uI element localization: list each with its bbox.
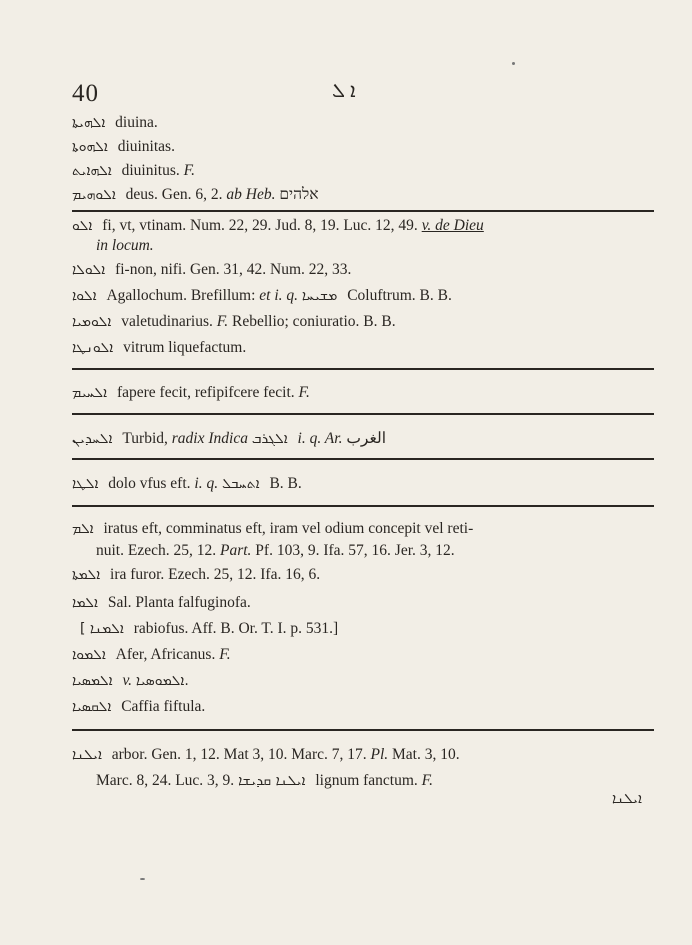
entry-line	[72, 697, 205, 717]
entry-italic: Pl.	[370, 746, 389, 763]
entry-continuation: in locum.	[96, 237, 154, 254]
continuation-text: Marc. 8, 24. Luc. 3, 9.	[96, 772, 235, 789]
continuation-italic: Part.	[219, 542, 252, 559]
continuation-text: nuit. Ezech. 25, 12.	[96, 542, 217, 559]
continuation-italic: F.	[421, 772, 434, 789]
entry-gloss: Caffia fiftula.	[121, 698, 206, 715]
catchword: ܐܝܠܢܐ	[612, 791, 642, 807]
entry-gloss: diuina.	[115, 114, 158, 131]
syriac-headword: ܐܠܘܐ	[72, 288, 97, 304]
entry-continuation	[96, 771, 433, 791]
entry-tail: Rebellio; coniuratio. B. B.	[231, 313, 396, 330]
entry-gloss: fi, vt, vtinam. Num. 22, 29. Jud. 8, 19. Luc. 12, 49.	[102, 217, 418, 234]
syriac-headword: ܐܠܩܣܝܐ	[72, 699, 112, 715]
entry-gloss: valetudinarius.	[121, 313, 213, 330]
entry-gloss: ira furor. Ezech. 25, 12. Ifa. 16, 6.	[110, 566, 321, 583]
entry-italic: v. de Dieu	[421, 217, 484, 234]
entry-tail: B. B.	[269, 475, 302, 492]
entry-tail: Mat. 3, 10.	[392, 746, 460, 763]
syriac-headword: ܐܠܘܡܝܐ	[72, 314, 112, 330]
entry-line	[72, 593, 251, 613]
entry-gloss: Turbid,	[122, 430, 168, 447]
syriac-headword: ܐܠܛܐ	[72, 476, 99, 492]
entry-gloss: Afer, Africanus.	[115, 646, 216, 663]
entry-line	[72, 312, 396, 332]
continuation-tail: lignum fanctum.	[315, 772, 418, 789]
entry-gloss: dolo vfus eft.	[108, 475, 191, 492]
syriac-headword: ܐܠܘܗܝܡ	[72, 187, 116, 203]
entry-gloss: vitrum liquefactum.	[123, 339, 247, 356]
syriac-headword: ܐܠܡܘܐ	[72, 647, 106, 663]
syriac-headword: ܐܠܚܕܝܢ	[72, 431, 113, 447]
entry-gloss: fi-non, nifi. Gen. 31, 42. Num. 22, 33.	[115, 261, 352, 278]
divider	[72, 729, 654, 731]
paper-speck	[140, 878, 145, 880]
entry-italic: radix Indica	[171, 430, 248, 447]
page-number: 40	[72, 80, 99, 107]
entry-line	[72, 260, 351, 280]
entry-italic: F.	[216, 313, 229, 330]
entry-gloss: arbor. Gen. 1, 12. Mat 3, 10. Marc. 7, 17.	[111, 746, 367, 763]
entry-gloss: rabiofus. Aff. B. Or. T. I. p. 531.]	[133, 620, 339, 637]
entry-italic: et i. q.	[259, 287, 299, 304]
syriac-headword: [ ܐܠܡܢܐ	[80, 621, 124, 637]
syriac-headword: ܐܠܡܣܝܐ	[72, 673, 113, 689]
entry-line	[72, 161, 195, 181]
entry-continuation	[96, 541, 455, 561]
entry-italic-tail: i. q. Ar.	[297, 430, 343, 447]
entry-line	[72, 474, 302, 494]
entry-line	[72, 565, 320, 585]
entry-line	[72, 645, 231, 665]
divider	[72, 368, 654, 370]
entry-line	[72, 383, 310, 403]
divider	[72, 458, 654, 460]
syriac-word: ܐܠܡܘܣܝܐ.	[135, 673, 189, 689]
entry-line	[72, 185, 319, 205]
syriac-headword: ܐܠܡܐ	[72, 595, 98, 611]
entry-italic: v.	[122, 672, 133, 689]
syriac-headword: ܐܝܠܢܐ	[72, 747, 102, 763]
entry-gloss: fapere fecit, refipifcere fecit.	[116, 384, 295, 401]
entry-italic: ab Heb.	[226, 186, 276, 203]
entry-tag: F.	[183, 162, 195, 179]
hebrew-word: אלהים	[279, 186, 319, 203]
syriac-headword: ܐܠܗܘܬܐ	[72, 139, 108, 155]
entry-line	[72, 338, 246, 358]
entry-tag: F.	[298, 384, 310, 401]
entry-line	[72, 286, 452, 306]
syriac-word: ܐܬܚܒܠ	[221, 476, 260, 492]
arabic-word: الغرب	[346, 430, 386, 447]
entry-line	[72, 671, 195, 691]
entry-line	[72, 113, 158, 133]
entry-line	[72, 429, 386, 449]
entry-gloss: iratus eft, comminatus eft, iram vel odium concepit vel reti-	[103, 520, 474, 537]
syriac-headword: ܐܠܘܢܛܐ	[72, 340, 114, 356]
divider	[72, 210, 654, 212]
syriac-headword: ܐܠܡܬܐ	[72, 567, 101, 583]
entry-tail: Coluftrum. B. B.	[347, 287, 452, 304]
entry-line	[72, 519, 473, 539]
entry-tag: F.	[219, 646, 231, 663]
entry-italic: i. q.	[194, 475, 219, 492]
entry-line	[80, 619, 338, 639]
entry-gloss: diuinitus.	[121, 162, 180, 179]
running-head: ܐ ܠ	[332, 80, 356, 102]
syriac-headword: ܐܠܘ	[72, 218, 93, 234]
entry-line	[72, 745, 460, 765]
divider	[72, 413, 654, 415]
syriac-word: ܐܠܓܪܒ	[251, 431, 288, 447]
syriac-word: ܡܫܝܚܐ	[301, 288, 338, 304]
syriac-word: ܐܝܠܢܐ ܩܕܝܫܐ	[238, 773, 306, 789]
entry-gloss: diuinitas.	[117, 138, 175, 155]
syriac-headword: ܐܠܘܠܐ	[72, 262, 106, 278]
entry-line	[72, 216, 484, 236]
continuation-tail: Pf. 103, 9. Ifa. 57, 16. Jer. 3, 12.	[255, 542, 455, 559]
divider	[72, 505, 654, 507]
syriac-headword: ܐܠܚܝܡ	[72, 385, 108, 401]
syriac-headword: ܐܠܗܝܬܐ	[72, 115, 106, 131]
syriac-headword: ܐܠܡ	[72, 521, 94, 537]
entry-gloss: deus. Gen. 6, 2.	[125, 186, 223, 203]
entry-line	[72, 137, 175, 157]
entry-gloss: Sal. Planta falfuginofa.	[107, 594, 251, 611]
entry-gloss: Agallochum. Brefillum:	[106, 287, 256, 304]
paper-speck	[512, 62, 515, 65]
syriac-headword: ܐܠܗܐܝܬ	[72, 163, 112, 179]
